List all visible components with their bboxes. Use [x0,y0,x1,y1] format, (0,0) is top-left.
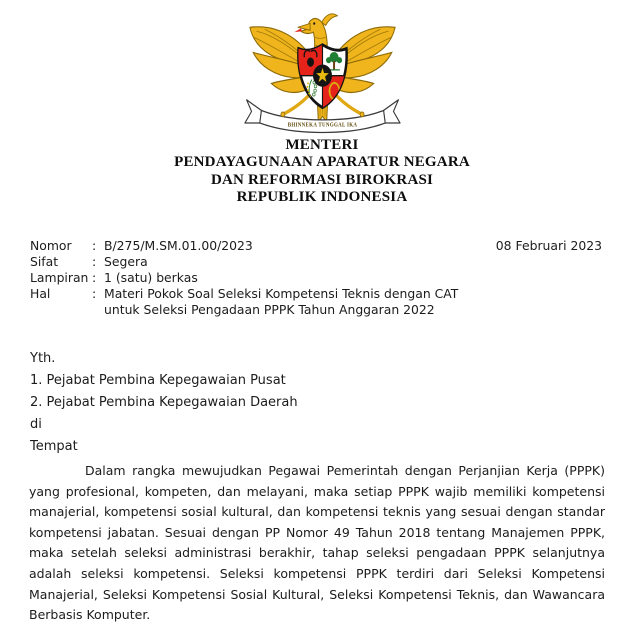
motto-text: BHINNEKA TUNGGAL IKA [287,122,358,129]
meta-colon: : [92,238,97,253]
letterhead-line-ministry: PENDAYAGUNAAN APARATUR NEGARA [174,154,470,171]
meta-label-nomor: Nomor [30,238,72,253]
meta-colon: : [92,285,97,301]
letter-meta [30,238,470,318]
meta-colon: : [92,269,97,285]
recipient-di: di [30,416,42,432]
letterhead-line-ministry2: DAN REFORMASI BIROKRASI [210,171,434,188]
meta-value-hal: Materi Pokok Soal Seleksi Kompetensi Teknis dengan CAT untuk Seleksi Pengadaan PPPK Tahun Anggaran 2022 [104,285,459,317]
recipient-yth: Yth. [30,351,56,366]
letterhead [10,137,634,206]
meta-value-lampiran: 1 (satu) berkas [104,269,198,285]
meta-colon: : [92,253,97,269]
body-paragraph: Dalam rangka mewujudkan Pegawai Pemerintah dengan Perjanjian Kerja (PPPK) yang profesional, kompeten, dan melayani, maka setiap PPPK wajib memiliki kompetensi manajerial, kompetensi sosial kultural, dan kompetensi teknis yang sesuai dengan standar kompetensi jabatan. Sesuai dengan PP Nomor 49 Tahun 2018 tentang Manajemen PPPK, maka setelah seleksi administrasi berakhir, tahap seleksi pengadaan PPPK selanjutnya adalah seleksi kompetensi. Seleksi kompetensi PPPK terdiri dari Seleksi Kompetensi Manajerial, Seleksi Kompetensi Sosial Kultural, Seleksi Kompetensi Teknis, dan Wawancara Berbasis Komputer. [29,463,605,623]
recipient-tempat: Tempat [30,438,78,454]
garuda-pancasila-emblem [240,8,405,153]
meta-label-lampiran: Lampiran [30,269,89,285]
meta-label-hal: Hal [30,285,51,301]
meta-value-nomor: B/275/M.SM.01.00/2023 [104,238,253,253]
letter-date: 08 Februari 2023 [495,238,602,253]
meta-value-sifat: Segera [104,253,148,269]
recipient-line-1: 1. Pejabat Pembina Kepegawaian Pusat [30,372,286,388]
meta-label-sifat: Sifat [30,253,59,269]
recipient-line-2: 2. Pejabat Pembina Kepegawaian Daerah [30,394,298,410]
recipient-block [30,348,298,458]
letterhead-line-republic: REPUBLIK INDONESIA [236,188,408,205]
letterhead-line-menteri: MENTERI [285,137,359,153]
